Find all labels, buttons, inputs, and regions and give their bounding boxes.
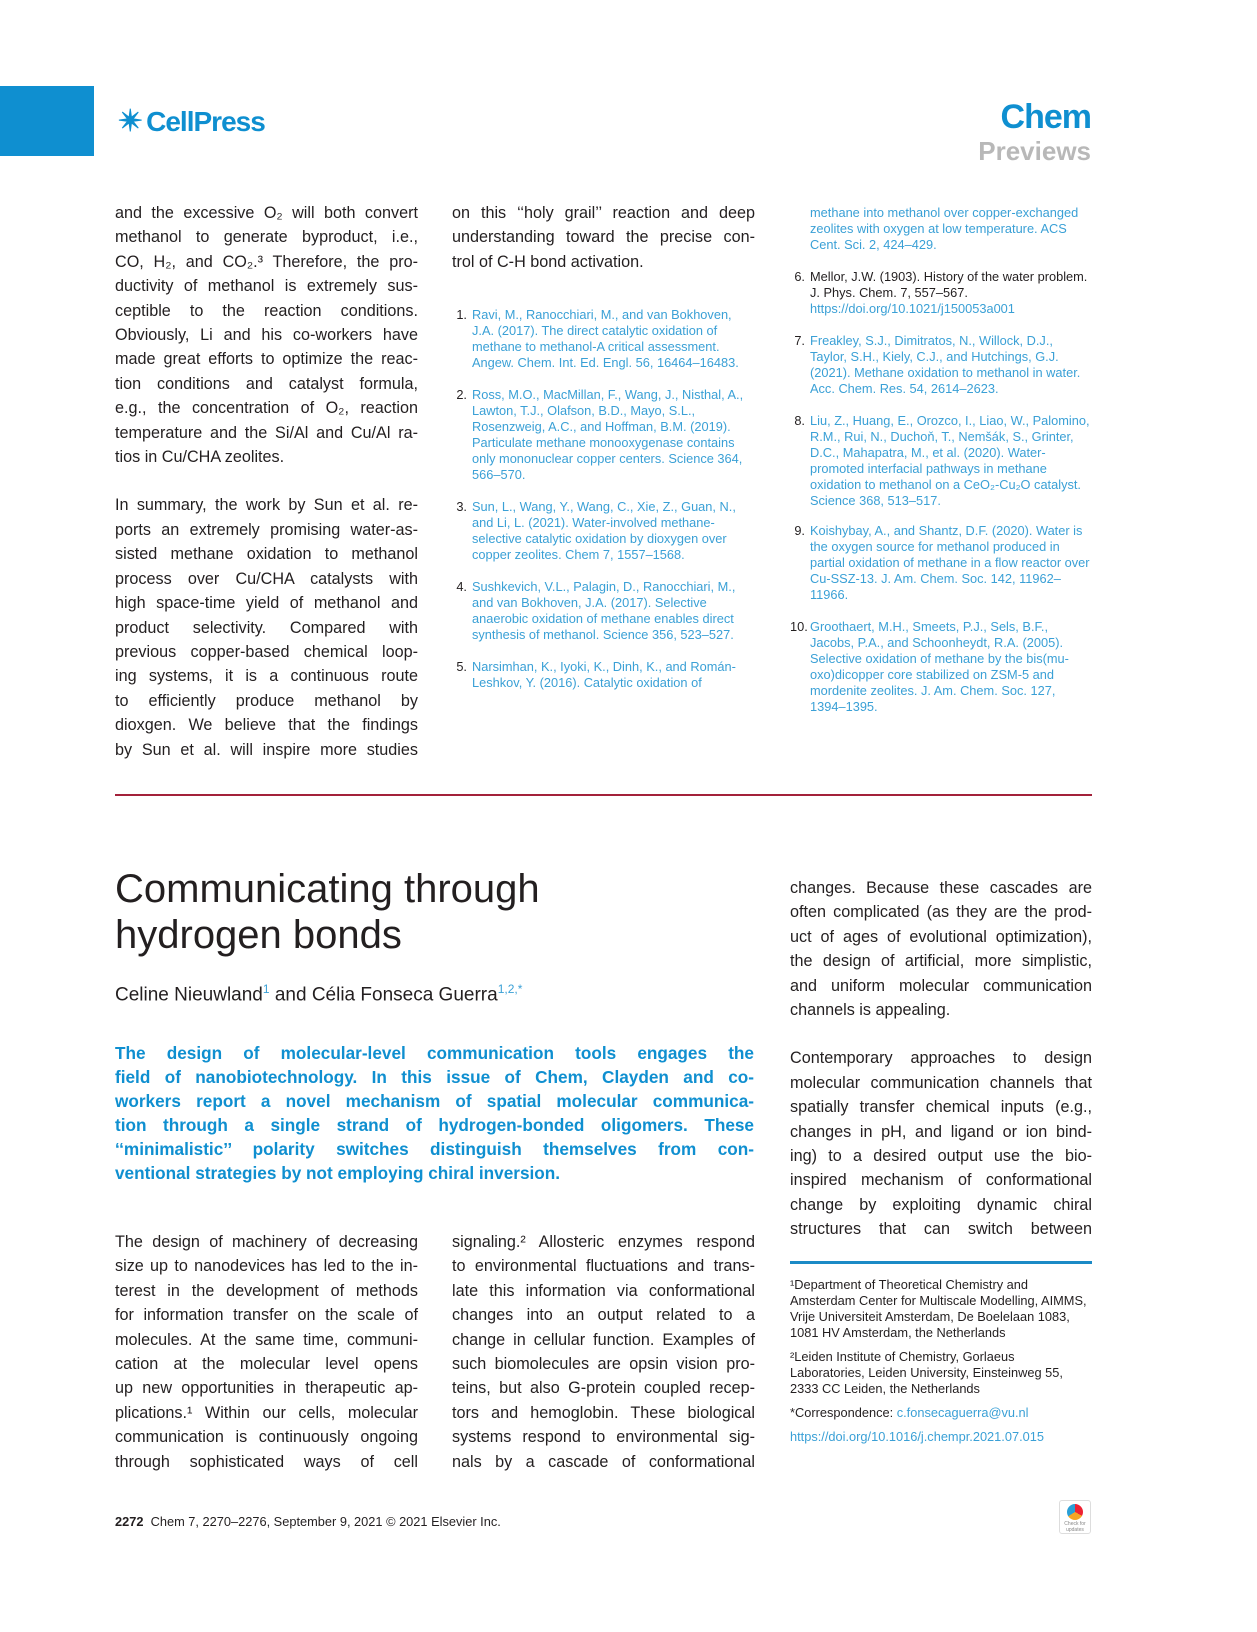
text-line: ‘‘minimalistic’’ polarity switches distinguish themselves from con- — [115, 1139, 754, 1159]
reference-text[interactable]: Koishybay, A., and Shantz, D.F. (2020). Water is the oxygen source for methanol produced in partial oxidation of methane in a flow reactor over Cu-SSZ-13. J. Am. Chem. Soc. 142, 11962–11966. — [810, 523, 1090, 602]
affiliation-1: ¹Department of Theoretical Chemistry and Amsterdam Center for Multiscale Modelling, AIMMS, Vrije Universiteit Amsterdam, De Boelelaan 1083, 1081 HV Amsterdam, the Netherlands — [790, 1277, 1087, 1340]
text-line: plications.¹ Within our cells, molecular — [115, 1403, 418, 1422]
text-line: through sophisticated ways of cell — [115, 1452, 418, 1471]
reference-text[interactable]: Liu, Z., Huang, E., Orozco, I., Liao, W., Palomino, R.M., Rui, N., Duchoň, T., Nemšák, S., Grinter, D.C., Mahapatra, M., et al. (2020). Water-promoted interfacial pathways in methane oxidation to methanol on a CeO₂-Cu₂O catalyst. Science 368, 513–517. — [810, 413, 1090, 508]
reference-text[interactable]: Ross, M.O., MacMillan, F., Wang, J., Nisthal, A., Lawton, T.J., Olafson, B.D., Mayo, S.L., Rosenzweig, A.C., and Hoffman, B.M. (2019). Particulate methane monooxygenase contains only mononuclear copper centers. Science 364, 566–570. — [472, 387, 744, 482]
correspondence-label: *Correspondence: — [790, 1405, 897, 1420]
citation-line: Chem 7, 2270–2276, September 9, 2021 © 2021 Elsevier Inc. — [150, 1514, 501, 1529]
text-line: signaling.² Allosteric enzymes respond — [452, 1233, 755, 1251]
author-name[interactable]: Celine Nieuwland — [115, 984, 263, 1006]
reference-item — [790, 619, 1092, 715]
text-line: In summary, the work by Sun et al. re- — [115, 496, 418, 515]
text-line: change in cellular function. Examples of — [452, 1330, 755, 1349]
paragraph — [115, 1230, 418, 1474]
text-line: workers report a novel mechanism of spatial molecular communica- — [115, 1091, 754, 1111]
text-line: inspired mechanism of conformational — [790, 1171, 1092, 1190]
text-line: and the excessive O₂ will both convert — [115, 204, 418, 222]
journal-header — [978, 100, 1091, 168]
title-line: hydrogen bonds — [115, 913, 402, 957]
text-line: field of nanobiotechnology. In this issue of Chem, Clayden and co- — [115, 1067, 754, 1087]
paragraph — [452, 1230, 755, 1474]
text-line: temperature and the Si/Al and Cu/Al ra- — [115, 423, 418, 442]
abstract — [115, 1041, 754, 1185]
text-line: structures that can switch between — [790, 1220, 1092, 1239]
journal-name: Chem — [1000, 98, 1091, 136]
reference-item — [790, 333, 1092, 397]
section-name: Previews — [978, 136, 1091, 166]
text-line: late this information via conformational — [452, 1281, 755, 1300]
reference-text[interactable]: methane into methanol over copper-exchanged zeolites with oxygen at low temperature. ACS Cent. Sci. 2, 424–429. — [810, 205, 1079, 252]
text-line: Contemporary approaches to design — [790, 1049, 1092, 1068]
text-line: methanol to generate byproduct, i.e., — [115, 228, 418, 247]
reference-item — [452, 307, 755, 371]
text-line: tios in Cu/CHA zeolites. — [115, 448, 285, 467]
check-for-updates-icon — [1067, 1504, 1083, 1520]
reference-number: 10. — [790, 619, 808, 634]
reference-text[interactable]: Narsimhan, K., Iyoki, K., Dinh, K., and Román-Leshkov, Y. (2016). Catalytic oxidation of — [472, 659, 736, 690]
text-line: such biomolecules are opsin vision pro- — [452, 1355, 755, 1374]
check-for-updates-label: Check for updates — [1064, 1521, 1086, 1533]
text-line: ing) to a desired output use the bio- — [790, 1147, 1092, 1166]
reference-doi-link[interactable]: https://doi.org/10.1021/j150053a001 — [810, 301, 1015, 316]
reference-number — [790, 205, 810, 253]
text-line: ports an extremely promising water-as- — [115, 520, 418, 539]
reference-number: 7. — [794, 333, 805, 348]
text-line: dioxgen. We believe that the findings — [115, 716, 418, 735]
reference-item — [452, 499, 755, 563]
text-line: ventional strategies by not employing chiral inversion. — [115, 1163, 561, 1183]
reference-item — [790, 205, 1092, 253]
text-line: nals by a cascade of conformational — [452, 1452, 755, 1471]
reference-number: 5. — [456, 659, 467, 674]
section-divider — [115, 794, 1092, 796]
text-line: channels is appealing. — [790, 1001, 951, 1020]
page-footer — [115, 1514, 501, 1529]
paragraph — [115, 493, 418, 761]
article-title — [115, 866, 540, 958]
check-for-updates-button[interactable] — [1059, 1500, 1091, 1534]
text-line: systems respond to environmental sig- — [452, 1428, 755, 1447]
text-line: for information transfer on the scale of — [115, 1306, 418, 1325]
text-line: ing systems, it is a continuous route — [115, 667, 418, 686]
cellpress-logo[interactable] — [118, 104, 265, 139]
reference-item — [452, 659, 755, 691]
reference-item — [452, 387, 755, 483]
reference-number: 9. — [794, 523, 805, 538]
body-col1 — [115, 1230, 418, 1474]
text-line: The design of molecular-level communication tools engages the — [115, 1043, 754, 1063]
reference-citation: Mellor, J.W. (1903). History of the water problem. J. Phys. Chem. 7, 557–567. — [810, 269, 1088, 300]
affiliation-marker[interactable]: 1,2,* — [497, 982, 523, 996]
text-line: to environmental fluctuations and trans- — [452, 1257, 755, 1276]
correspondence-email-link[interactable]: c.fonsecaguerra@vu.nl — [896, 1405, 1029, 1420]
text-line: communication is continuously ongoing — [115, 1428, 418, 1447]
references-col3 — [790, 205, 1092, 731]
reference-number: 8. — [794, 413, 805, 428]
text-line: size up to nanodevices has led to the in- — [115, 1257, 418, 1276]
reference-text[interactable]: Freakley, S.J., Dimitratos, N., Willock, D.J., Taylor, S.H., Kiely, C.J., and Hutchings, G.J. (2021). Methane oxidation to methanol in water. Acc. Chem. Res. 54, 2614–2623. — [810, 333, 1081, 396]
text-line: terest in the development of methods — [115, 1281, 418, 1300]
body-col2 — [452, 1230, 755, 1474]
text-line: product selectivity. Compared with — [115, 618, 418, 637]
reference-text[interactable]: Groothaert, M.H., Smeets, P.J., Sels, B.F., Jacobs, P.A., and Schoonheydt, R.A. (2005). Selective oxidation of methane by the bis(mu-oxo)dicopper core stabilized on ZSM-5 and mordenite zeolites. J. Am. Chem. Soc. 127, 1394–1395. — [810, 619, 1069, 714]
text-line: to efficiently produce methanol by — [115, 691, 418, 710]
authors — [115, 982, 522, 1006]
affiliations — [790, 1277, 1092, 1453]
reference-text[interactable]: Sun, L., Wang, Y., Wang, C., Xie, Z., Guan, N., and Li, L. (2021). Water-involved methane-selective catalytic oxidation by dioxygen over copper zeolites. Chem 7, 1557–1568. — [472, 499, 736, 562]
text-line: ductivity of methanol is extremely sus- — [115, 277, 418, 296]
text-line: by Sun et al. will inspire more studies — [115, 740, 418, 759]
affiliation-2: ²Leiden Institute of Chemistry, Gorlaeus Laboratories, Leiden University, Einsteinweg 55, 2333 CC Leiden, the Netherlands — [790, 1349, 1063, 1396]
reference-text[interactable]: Sushkevich, V.L., Palagin, D., Ranocchiari, M., and van Bokhoven, J.A. (2017). Selective anaerobic oxidation of methane enables direct synthesis of methanol. Science 356, 523–527. — [472, 579, 736, 642]
text-line: often complicated (as they are the prod- — [790, 903, 1092, 922]
affiliation-marker[interactable]: 1 — [262, 982, 270, 996]
page-number: 2272 — [115, 1514, 144, 1529]
text-line: molecular communication channels that — [790, 1073, 1092, 1092]
reference-number: 4. — [456, 579, 467, 594]
text-line: on this ‘‘holy grail’’ reaction and deep — [452, 204, 755, 222]
reference-item — [790, 413, 1092, 509]
text-line: previous copper-based chemical loop- — [115, 642, 418, 661]
text-line: Obviously, Li and his co-workers have — [115, 326, 418, 345]
reference-item — [790, 523, 1092, 603]
text-line: trol of C-H bond activation. — [452, 252, 644, 271]
reference-number: 1. — [456, 307, 467, 322]
text-line: process over Cu/CHA catalysts with — [115, 569, 418, 588]
text-line: high space-time yield of methanol and — [115, 594, 418, 613]
paragraph — [790, 1046, 1092, 1241]
affiliations-divider — [790, 1261, 1092, 1264]
body-col3 — [790, 876, 1092, 1242]
reference-number: 6. — [794, 269, 805, 284]
text-line: tion through a single strand of hydrogen-bonded oligomers. These — [115, 1115, 754, 1135]
paragraph — [115, 201, 418, 469]
text-line: changes in pH, and ligand or ion bind- — [790, 1122, 1092, 1141]
reference-number: 2. — [456, 387, 467, 402]
top-col1 — [115, 201, 418, 762]
text-line: CO, H₂, and CO₂.³ Therefore, the pro- — [115, 252, 418, 271]
text-line: tors and hemoglobin. These biological — [452, 1403, 755, 1422]
reference-text — [810, 269, 1092, 317]
brand-color-block — [0, 86, 94, 156]
doi-link[interactable]: https://doi.org/10.1016/j.chempr.2021.07.015 — [790, 1429, 1044, 1444]
text-line: sisted methane oxidation to methanol — [115, 545, 418, 564]
reference-number: 3. — [456, 499, 467, 514]
text-line: changes. Because these cascades are — [790, 879, 1092, 897]
top-col2 — [452, 201, 755, 274]
text-line: molecules. At the same time, communi- — [115, 1330, 418, 1349]
publisher-name: CellPress — [146, 105, 265, 137]
text-line: cation at the molecular level opens — [115, 1355, 418, 1374]
text-line: the design of artificial, more simplistic, — [790, 952, 1092, 971]
text-line: and uniform molecular communication — [790, 976, 1092, 995]
text-line: made great efforts to optimize the reac- — [115, 350, 418, 369]
text-line: up new opportunities in therapeutic ap- — [115, 1379, 418, 1398]
references-col2 — [452, 307, 755, 691]
reference-item — [452, 579, 755, 643]
text-line: ceptible to the reaction conditions. — [115, 301, 418, 320]
title-line: Communicating through — [115, 867, 540, 911]
text-line: The design of machinery of decreasing — [115, 1233, 418, 1251]
correspondence — [790, 1405, 1092, 1421]
text-line: understanding toward the precise con- — [452, 228, 755, 247]
cellpress-icon: ✴ — [118, 105, 143, 138]
text-line: tion conditions and catalyst formula, — [115, 374, 418, 393]
reference-text[interactable]: Ravi, M., Ranocchiari, M., and van Bokhoven, J.A. (2017). The direct catalytic oxidation of methane to methanol-A critical assessment. Angew. Chem. Int. Ed. Engl. 56, 16464–16483. — [472, 307, 739, 370]
text-line: e.g., the concentration of O₂, reaction — [115, 399, 418, 418]
text-line: uct of ages of evolutional optimization), — [790, 927, 1092, 946]
text-line: changes into an output related to a — [452, 1306, 755, 1325]
paragraph — [790, 876, 1092, 1022]
author-name[interactable]: Célia Fonseca Guerra — [311, 984, 498, 1006]
paragraph — [452, 201, 755, 274]
text-line: change by exploiting dynamic chiral — [790, 1195, 1092, 1214]
reference-item — [790, 269, 1092, 317]
text-line: spatially transfer chemical inputs (e.g., — [790, 1098, 1092, 1117]
author-separator: and — [269, 984, 312, 1006]
text-line: teins, but also G-protein coupled recep- — [452, 1379, 755, 1398]
